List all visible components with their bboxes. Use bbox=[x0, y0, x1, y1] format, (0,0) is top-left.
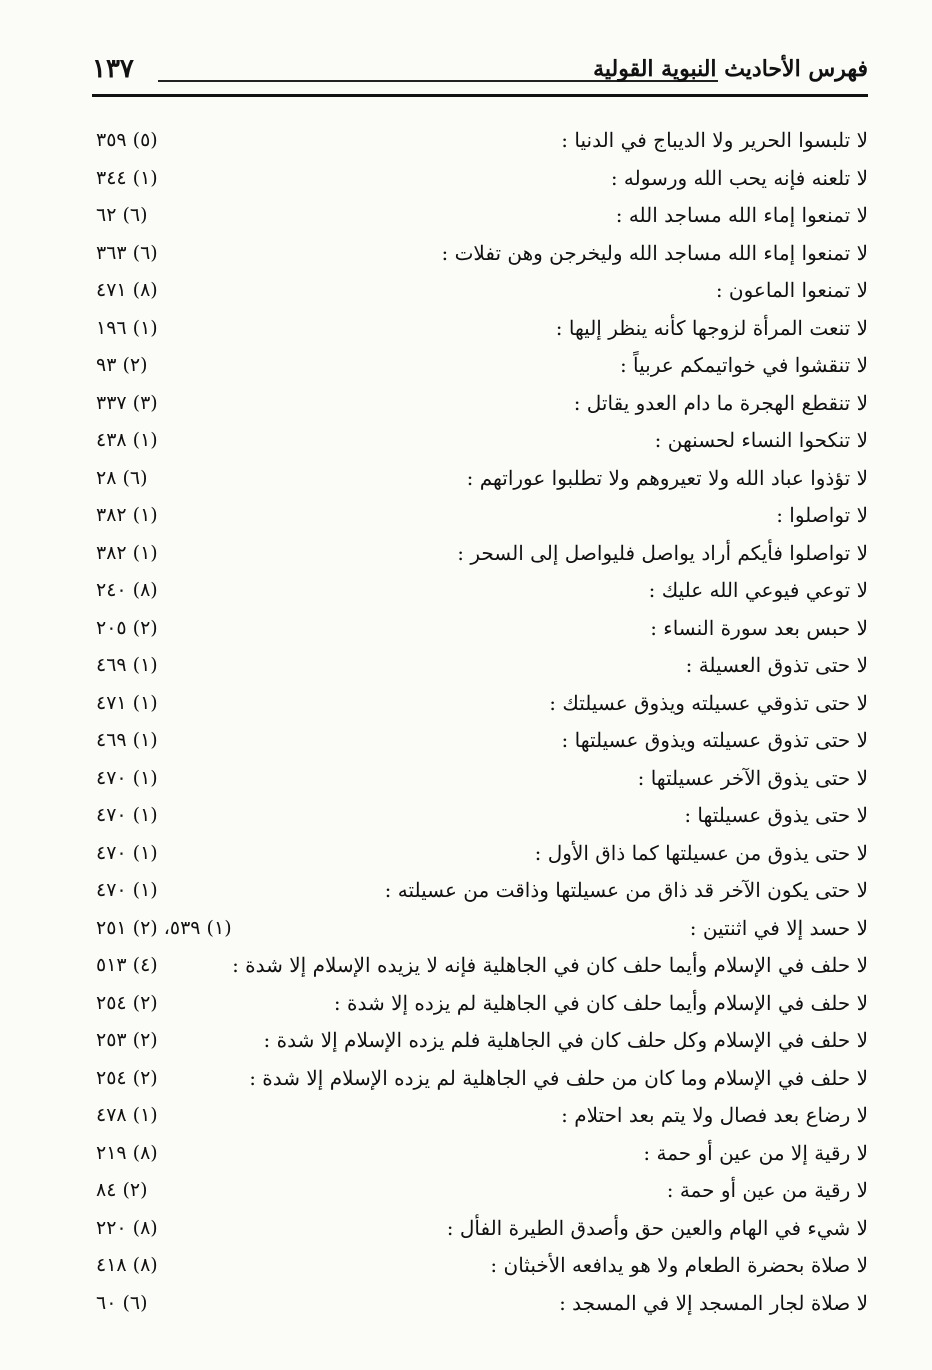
hadith-text: لا رقية إلا من عين أو حمة : bbox=[643, 1140, 868, 1165]
volume-page-ref: (١) ٣٨٢ bbox=[96, 504, 158, 526]
hadith-text: لا تنقشوا في خواتيمكم عربياً : bbox=[619, 353, 868, 377]
index-entry bbox=[92, 1210, 868, 1248]
index-entry bbox=[92, 310, 868, 348]
hadith-text: لا تلبسوا الحرير ولا الديباج في الدنيا : bbox=[561, 128, 868, 152]
hadith-text: لا حتى تذوق العسيلة : bbox=[685, 653, 868, 677]
volume-page-ref: (١) ٤٧١ bbox=[96, 691, 158, 714]
index-entry bbox=[92, 385, 868, 423]
index-entry bbox=[92, 985, 868, 1023]
volume-page-ref: (٦) ٣٦٣ bbox=[96, 241, 158, 264]
volume-page-ref: (٢) ٢٠٥ bbox=[96, 616, 158, 639]
volume-page-ref: (٨) ٢٢٠ bbox=[96, 1216, 158, 1239]
hadith-text: لا حتى تذوقي عسيلته ويذوق عسيلتك : bbox=[549, 690, 868, 715]
hadith-text: لا حلف في الإسلام وأيما حلف كان في الجاهلية فإنه لا يزيده الإسلام إلا شدة : bbox=[232, 953, 868, 977]
index-entry bbox=[92, 347, 868, 385]
index-entry bbox=[92, 947, 868, 985]
index-entry bbox=[92, 272, 868, 310]
index-entry bbox=[92, 647, 868, 685]
hadith-text: لا تمنعوا الماعون : bbox=[715, 278, 868, 302]
hadith-text: لا تنقطع الهجرة ما دام العدو يقاتل : bbox=[573, 390, 868, 415]
hadith-text: لا رضاع بعد فصال ولا يتم بعد احتلام : bbox=[561, 1103, 868, 1127]
index-entry bbox=[92, 160, 868, 198]
hadith-text: لا صلاة بحضرة الطعام ولا هو يدافعه الأخبثان : bbox=[490, 1253, 868, 1277]
index-entry bbox=[92, 497, 868, 535]
index-entry bbox=[92, 1285, 868, 1323]
page-header bbox=[92, 52, 868, 92]
hadith-text: لا تنكحوا النساء لحسنهن : bbox=[654, 428, 868, 452]
hadith-text: لا حتى يذوق الآخر عسيلتها : bbox=[637, 765, 868, 790]
hadith-text: لا تواصلوا فأيكم أراد يواصل فليواصل إلى السحر : bbox=[457, 540, 868, 565]
volume-page-ref: (٦) ٦٢ bbox=[96, 204, 148, 226]
volume-page-ref: (٥) ٣٥٩ bbox=[96, 129, 158, 151]
index-entry bbox=[92, 872, 868, 910]
volume-page-ref: (١) ١٩٦ bbox=[96, 316, 158, 339]
index-entry bbox=[92, 197, 868, 235]
index-entry bbox=[92, 910, 868, 948]
hadith-text: لا تمنعوا إماء الله مساجد الله : bbox=[615, 203, 868, 227]
index-entry bbox=[92, 1097, 868, 1135]
volume-page-ref: (١) ٣٤٤ bbox=[96, 166, 158, 189]
hadith-text: لا رقية من عين أو حمة : bbox=[666, 1178, 868, 1202]
volume-page-ref: (٣) ٣٣٧ bbox=[96, 391, 158, 414]
hadith-text: لا حلف في الإسلام وما كان من حلف في الجاهلية لم يزده الإسلام إلا شدة : bbox=[249, 1065, 868, 1090]
index-entry bbox=[92, 535, 868, 573]
hadith-text: لا حتى تذوق عسيلته ويذوق عسيلتها : bbox=[561, 728, 868, 752]
volume-page-ref: (١) ٤٧٠ bbox=[96, 841, 158, 864]
volume-page-ref: (٤) ٥١٣ bbox=[96, 954, 158, 976]
index-entry bbox=[92, 1135, 868, 1173]
hadith-text: لا حتى يذوق عسيلتها : bbox=[684, 803, 868, 827]
hadith-text: لا تلعنه فإنه يحب الله ورسوله : bbox=[610, 165, 868, 190]
volume-page-ref: (٨) ٤١٨ bbox=[96, 1254, 158, 1276]
index-entry bbox=[92, 1060, 868, 1098]
index-entry bbox=[92, 1022, 868, 1060]
hadith-text: لا حتى يذوق من عسيلتها كما ذاق الأول : bbox=[534, 840, 868, 865]
volume-page-ref: (٨) ٤٧١ bbox=[96, 279, 158, 301]
hadith-text: لا حتى يكون الآخر قد ذاق من عسيلتها وذاقت من عسيلته : bbox=[384, 878, 868, 902]
hadith-text: لا تؤذوا عباد الله ولا تعيروهم ولا تطلبوا عوراتهم : bbox=[466, 465, 868, 490]
hadith-text: لا حبس بعد سورة النساء : bbox=[650, 615, 868, 640]
hadith-index-list bbox=[92, 122, 868, 1322]
index-entry bbox=[92, 122, 868, 160]
index-entry bbox=[92, 835, 868, 873]
volume-page-ref: (٨) ٢٤٠ bbox=[96, 579, 158, 601]
volume-page-ref: (١) ٤٦٩ bbox=[96, 654, 158, 676]
volume-page-ref: (٢) ٩٣ bbox=[96, 354, 148, 376]
hadith-text: لا صلاة لجار المسجد إلا في المسجد : bbox=[559, 1290, 868, 1315]
hadith-text: لا شيء في الهام والعين حق وأصدق الطيرة الفأل : bbox=[446, 1215, 868, 1240]
hadith-text: لا حسد إلا في اثنتين : bbox=[689, 915, 868, 940]
index-entry bbox=[92, 722, 868, 760]
volume-page-ref: (١) ٣٨٢ bbox=[96, 541, 158, 564]
index-entry bbox=[92, 1172, 868, 1210]
index-entry bbox=[92, 685, 868, 723]
index-entry bbox=[92, 460, 868, 498]
index-entry bbox=[92, 1247, 868, 1285]
volume-page-ref: (١) ٤٦٩ bbox=[96, 729, 158, 751]
volume-page-ref: (٨) ٢١٩ bbox=[96, 1141, 158, 1164]
hadith-text: لا تواصلوا : bbox=[776, 503, 868, 527]
hadith-text: لا تمنعوا إماء الله مساجد الله وليخرجن وهن تفلات : bbox=[441, 240, 868, 265]
header-rule bbox=[92, 94, 868, 97]
index-entry bbox=[92, 422, 868, 460]
volume-page-ref: (٢) ٨٤ bbox=[96, 1179, 148, 1201]
index-entry bbox=[92, 235, 868, 273]
hadith-text: لا حلف في الإسلام وكل حلف كان في الجاهلية فلم يزده الإسلام إلا شدة : bbox=[263, 1028, 868, 1052]
volume-page-ref: (١) ٤٧٠ bbox=[96, 766, 158, 789]
volume-page-ref: (١) ٥٣٩، (٢) ٢٥١ bbox=[96, 916, 232, 939]
volume-page-ref: (١) ٤٣٨ bbox=[96, 429, 158, 451]
index-entry bbox=[92, 760, 868, 798]
volume-page-ref: (٦) ٦٠ bbox=[96, 1291, 148, 1314]
volume-page-ref: (٢) ٢٥٤ bbox=[96, 991, 158, 1014]
hadith-text: لا تنعت المرأة لزوجها كأنه ينظر إليها : bbox=[555, 315, 868, 340]
index-entry bbox=[92, 572, 868, 610]
volume-page-ref: (١) ٤٧٠ bbox=[96, 879, 158, 901]
page-number: ١٣٧ bbox=[92, 54, 134, 84]
volume-page-ref: (٢) ٢٥٣ bbox=[96, 1029, 158, 1051]
index-entry bbox=[92, 797, 868, 835]
running-title: فهرس الأحاديث النبوية القولية bbox=[593, 56, 868, 82]
volume-page-ref: (٢) ٢٥٤ bbox=[96, 1066, 158, 1089]
volume-page-ref: (٦) ٢٨ bbox=[96, 466, 148, 489]
hadith-text: لا توعي فيوعي الله عليك : bbox=[648, 578, 868, 602]
volume-page-ref: (١) ٤٧٠ bbox=[96, 804, 158, 826]
hadith-text: لا حلف في الإسلام وأيما حلف كان في الجاهلية لم يزده إلا شدة : bbox=[333, 990, 868, 1015]
index-entry bbox=[92, 610, 868, 648]
volume-page-ref: (١) ٤٧٨ bbox=[96, 1104, 158, 1126]
